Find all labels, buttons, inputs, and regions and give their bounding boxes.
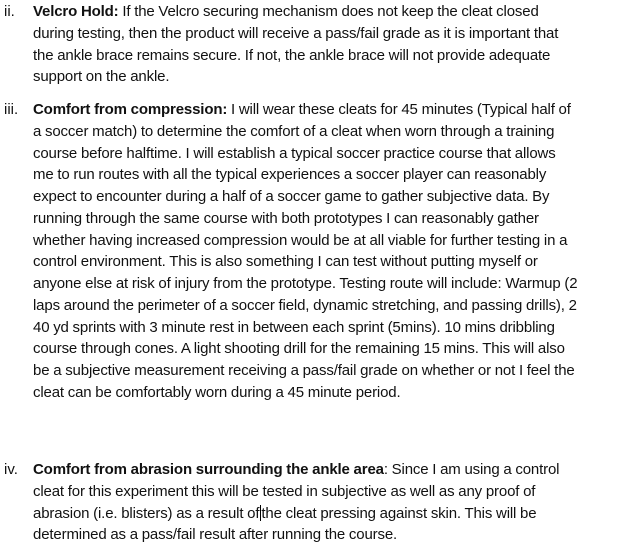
list-item-body[interactable]	[33, 99, 578, 404]
list-item-body[interactable]	[33, 1, 578, 88]
list-numeral: ii.	[4, 3, 15, 20]
list-numeral: iii.	[4, 101, 19, 118]
item-heading: Comfort from abrasion surrounding the ankle area	[33, 461, 384, 478]
item-text: If the Velcro securing mechanism does not keep the cleat closed during testing, then the product will receive a pass/fail grade as it is important that the ankle brace remains secure. If not, the ankle brace will not provide adequate support on the ankle.	[33, 3, 559, 86]
item-text: I will wear these cleats for 45 minutes (Typical half of a soccer match) to determine the comfort of a cleat when worn through a training course before halftime. I will establish a typical soccer practice course that allows me to run routes with all the typical experiences a soccer player can reasonably expect to encounter during a half of a soccer game to gather subjective data. By running through the same course with both prototypes I can reasonably gather whether having increased compression would be at all viable for further testing in a control environment. This is also something I can test without putting myself or anyone else at risk of injury from the prototype. Testing route will include: Warmup (2 laps around the perimeter of a soccer field, dynamic stretching, and passing drills), 2 40 yd sprints with 3 minute rest in between each sprint (5mins). 10 mins dribbling course through cones. A light shooting drill for the remaining 15 mins. This will also be a subjective measurement receiving a pass/fail grade on whether or not I feel the cleat can be comfortably worn during a 45 minute period.	[33, 101, 578, 401]
item-text-after-caret: the cleat pressing against skin. This will be determined as a pass/fail result after running the course.	[33, 504, 537, 544]
item-heading: Velcro Hold:	[33, 3, 119, 20]
item-text-before-caret: : Since I am using a control cleat for this experiment this will be tested in subjective as well as any proof of abrasion (i.e. blisters) as a result of	[33, 461, 560, 522]
list-item-body[interactable]	[33, 459, 578, 546]
item-heading: Comfort from compression:	[33, 101, 228, 118]
list-numeral: iv.	[4, 461, 18, 478]
